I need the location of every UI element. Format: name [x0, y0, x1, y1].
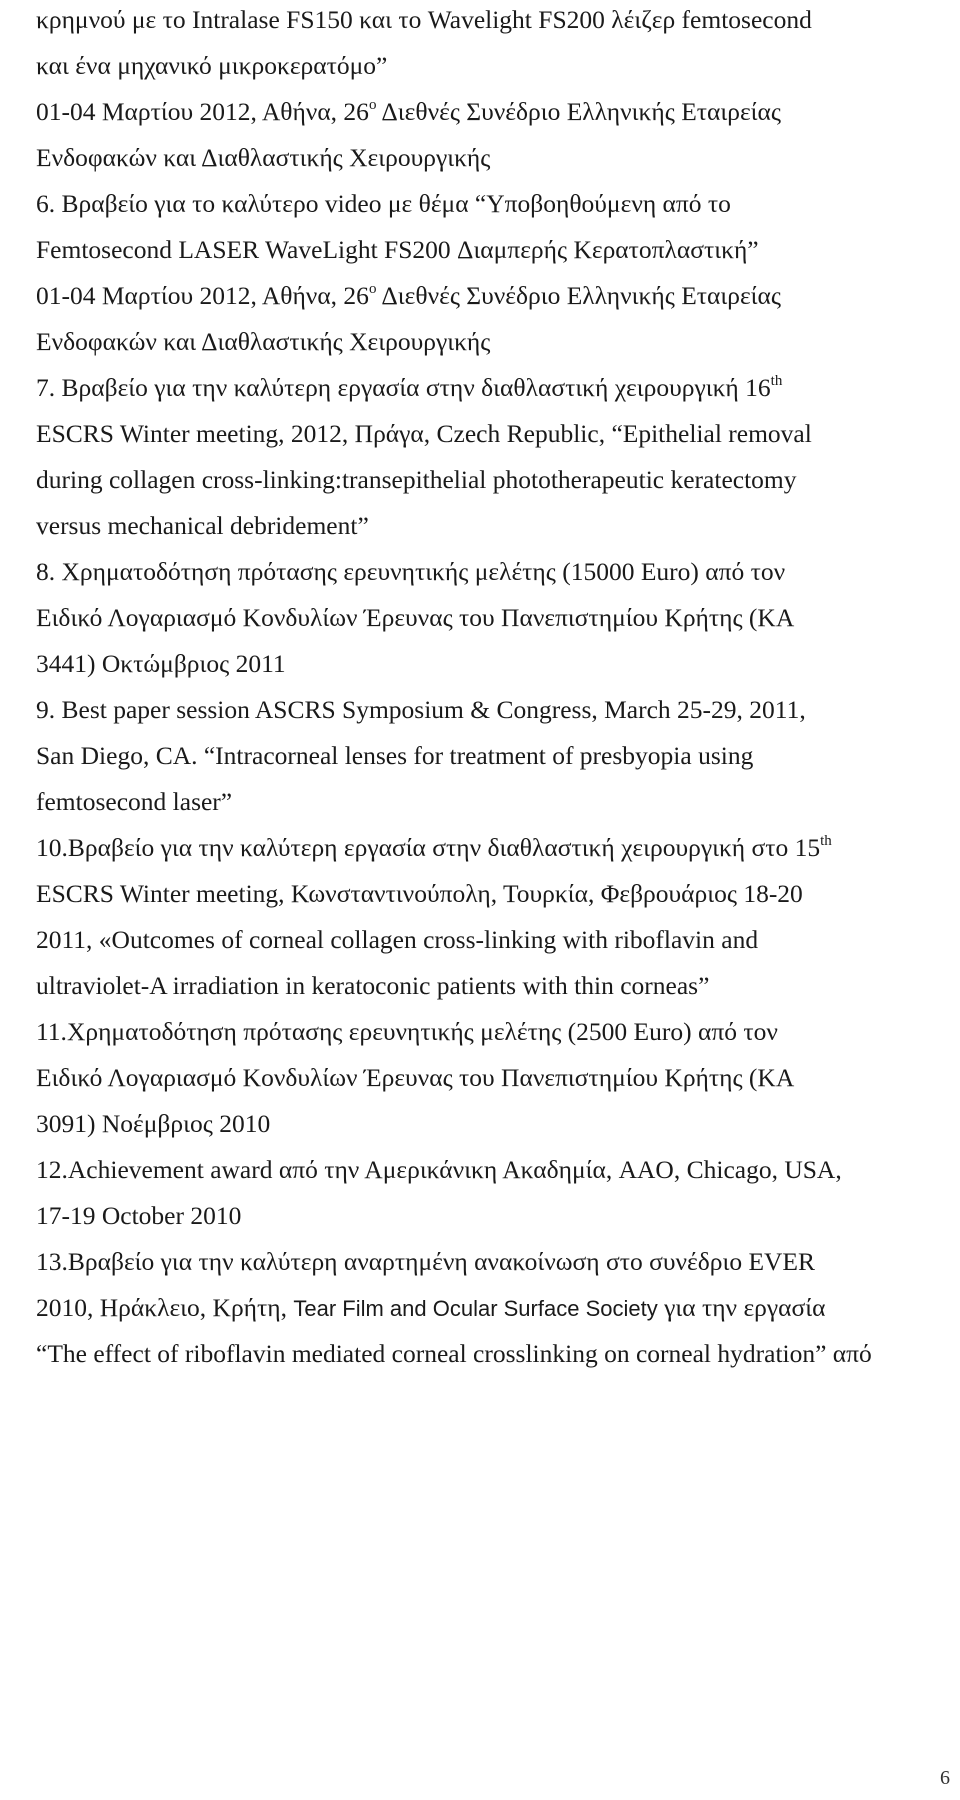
list-item-9-line-2: San Diego, CA. “Intracorneal lenses for treatment of presbyopia using: [36, 741, 754, 770]
list-item-10-line-3: 2011, «Outcomes of corneal collagen cross-linking with riboflavin and: [36, 925, 759, 954]
list-item-6-line-4: Ενδοφακών και Διαθλαστικής Χειρουργικής: [36, 327, 491, 356]
list-item-12-line-1: 12.Achievement award από την Αμερικάνικη Ακαδημία, AAO, Chicago, USA,: [36, 1155, 842, 1184]
list-item-7-line-2: ESCRS Winter meeting, 2012, Πράγα, Czech Republic, “Epithelial removal: [36, 419, 812, 448]
list-item-10-line-2: ESCRS Winter meeting, Κωνσταντινούπολη, Τουρκία, Φεβρουάριος 18-20: [36, 879, 803, 908]
list-item-7-line-1: 7. Βραβείο για την καλύτερη εργασία στην διαθλαστική χειρουργική 16th: [36, 373, 783, 402]
continuation-line-2: και ένα μηχανικό μικροκερατόμο”: [36, 51, 388, 80]
list-item-8-line-1: 8. Χρηματοδότηση πρότασης ερευνητικής μελέτης (15000 Euro) από τον: [36, 557, 786, 586]
list-item-10-line-1: 10.Βραβείο για την καλύτερη εργασία στην διαθλαστική χειρουργική στο 15th: [36, 833, 832, 862]
list-item-6-line-3: 01-04 Μαρτίου 2012, Αθήνα, $26^o$ Διεθνές Συνέδριο Ελληνικής Εταιρείας: [36, 281, 781, 310]
list-item-7-line-4: versus mechanical debridement”: [36, 511, 369, 540]
list-item-9-line-3: femtosecond laser”: [36, 787, 233, 816]
list-item-11-line-3: 3091) Νοέμβριος 2010: [36, 1109, 271, 1138]
list-item-8-line-2: Ειδικό Λογαριασμό Κονδυλίων Έρευνας του Πανεπιστημίου Κρήτης (ΚΑ: [36, 603, 795, 632]
list-item-6-line-2: Femtosecond LASER WaveLight FS200 Διαμπερής Κερατοπλαστική”: [36, 235, 759, 264]
list-item-11-line-2: Ειδικό Λογαριασμό Κονδυλίων Έρευνας του Πανεπιστημίου Κρήτης (ΚΑ: [36, 1063, 795, 1092]
continuation-line-1: κρημνού με το Intralase FS150 και το Wavelight FS200 λέιζερ femtosecond: [36, 5, 812, 34]
continuation-line-4: Ενδοφακών και Διαθλαστικής Χειρουργικής: [36, 143, 491, 172]
list-item-7-line-3: during collagen cross-linking:transepithelial phototherapeutic keratectomy: [36, 465, 797, 494]
continuation-line-3: 01-04 Μαρτίου 2012, Αθήνα, $26^o$ Διεθνές Συνέδριο Ελληνικής Εταιρείας: [36, 97, 781, 126]
list-item-9-line-1: 9. Best paper session ASCRS Symposium & Congress, March 25-29, 2011,: [36, 695, 806, 724]
page-number: 6: [940, 1767, 950, 1789]
list-item-10-line-4: ultraviolet-A irradiation in keratoconic patients with thin corneas”: [36, 971, 710, 1000]
list-item-12-line-2: 17-19 October 2010: [36, 1201, 242, 1230]
list-item-6-line-1: 6. Βραβείο για το καλύτερο video με θέμα “Υποβοηθούμενη από το: [36, 189, 731, 218]
list-item-8-line-3: 3441) Οκτώμβριος 2011: [36, 649, 286, 678]
list-item-13-line-1: 13.Βραβείο για την καλύτερη αναρτημένη ανακοίνωση στο συνέδριο EVER: [36, 1247, 816, 1276]
list-item-13-line-3: “The effect of riboflavin mediated corneal crosslinking on corneal hydration” από: [36, 1339, 872, 1368]
list-item-11-line-1: 11.Χρηματοδότηση πρότασης ερευνητικής μελέτης (2500 Euro) από τον: [36, 1017, 778, 1046]
list-item-13-line-2: 2010, Ηράκλειο, Κρήτη, Tear Film and Ocular Surface Society για την εργασία: [36, 1293, 826, 1322]
